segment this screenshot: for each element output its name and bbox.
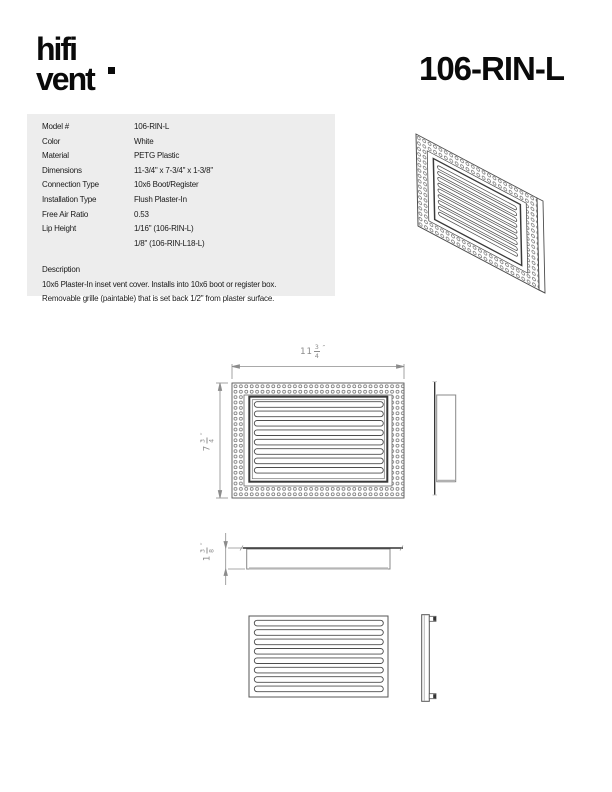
description-line-2: Removable grille (paintable) that is set back 1/2" from plaster surface. [42,294,275,304]
dimension-lines [224,533,245,585]
vent-3d-face [416,134,539,290]
brand-logo-line1: hifi [36,31,76,67]
dim-height-unit: ″ [199,431,208,436]
spec-row-connection-type [42,178,325,193]
spec-label: Connection Type [42,180,99,190]
brand-logo [36,31,94,97]
spec-row-lip-height [42,222,325,237]
dim-width-fraction: $\frac{3}{4}$ [314,343,319,360]
spec-label: Color [42,136,61,146]
spec-value: 1/16" (106-RIN-L) [134,224,194,234]
dim-depth-whole: 1 [202,554,212,562]
vent-section [240,546,403,570]
dim-label-height [200,420,215,464]
spec-panel [27,114,335,304]
grille-outline [249,616,388,697]
spec-label: Dimensions [42,165,82,175]
dim-depth-unit: ″ [199,541,208,546]
drawing-section-view [195,520,410,600]
drawing-grille-side-profile [422,615,436,702]
spec-row-material [42,149,325,164]
drawing-3d-perspective [395,110,565,305]
spec-row-model [42,120,325,135]
dim-width-unit: ″ [321,344,326,352]
spec-value: 1/8" (106-RIN-L18-L) [134,238,205,248]
spec-label [42,237,134,252]
dim-height-whole: 7 [202,444,212,452]
spec-label: Lip Height [42,224,77,234]
description-line-1: 10x6 Plaster-In inset vent cover. Installs into 10x6 boot or register box. [42,279,277,289]
drawing-side-profile [433,382,456,495]
brand-logo-dot [108,67,115,74]
spec-row-free-air-ratio [42,208,325,223]
spec-row-installation-type [42,193,325,208]
drawing-front-view [195,335,470,510]
spec-value: 10x6 Boot/Register [134,180,199,190]
description-title: Description [42,265,80,275]
spec-label: Material [42,151,69,161]
spec-row-dimensions [42,164,325,179]
dim-label-depth [200,532,215,572]
spec-row-color [42,135,325,150]
dim-width-whole: 11 [300,346,313,357]
spec-value: White [134,136,154,146]
spec-value: 106-RIN-L [134,122,170,131]
drawing-grille-back-view [230,605,460,715]
spec-value: 0.53 [134,209,149,219]
spec-label: Installation Type [42,194,97,204]
spec-value: PETG Plastic [134,151,180,161]
spec-label: Free Air Ratio [42,209,89,219]
dim-label-width [300,344,326,359]
brand-logo-line2: vent [36,61,94,97]
spec-value: Flush Plaster-In [134,194,187,204]
product-title: 106-RIN-L [418,50,564,87]
spec-value: 11-3/4" x 7-3/4" x 1-3/8" [134,165,213,175]
dim-height-fraction: 3 4 [198,438,215,443]
dim-depth-fraction: 3 8 [198,548,215,553]
spec-label: Model # [42,122,70,131]
spec-row-lip-height-2 [42,237,325,252]
